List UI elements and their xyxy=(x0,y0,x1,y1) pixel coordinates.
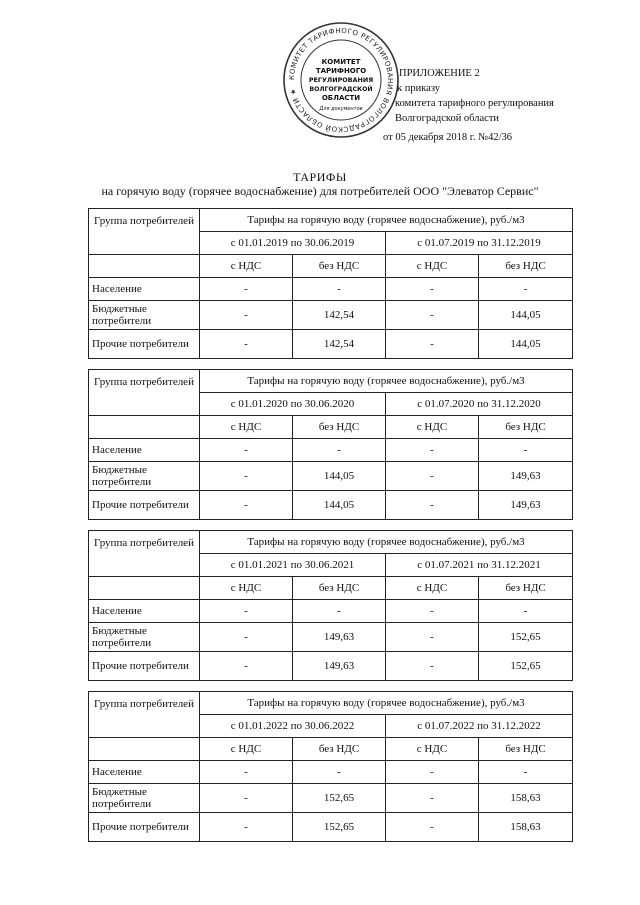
cell: 158,63 xyxy=(479,784,573,813)
table-row xyxy=(89,600,573,623)
col-novat: без НДС xyxy=(293,416,386,439)
row-name: Население xyxy=(89,278,200,301)
tariff-table-2022 xyxy=(88,691,573,842)
cell: 144,05 xyxy=(293,491,386,520)
table-row xyxy=(89,301,573,330)
cell: - xyxy=(200,491,293,520)
cell: 149,63 xyxy=(293,623,386,652)
tariff-table-2020 xyxy=(88,369,573,520)
cell: - xyxy=(293,278,386,301)
period-2: с 01.07.2019 по 31.12.2019 xyxy=(386,232,573,255)
period-1: с 01.01.2021 по 30.06.2021 xyxy=(200,554,386,577)
row-name: Бюджетные потребители xyxy=(89,301,200,330)
cell: - xyxy=(479,600,573,623)
cell: - xyxy=(200,652,293,681)
appendix-line-2: комитета тарифного регулирования xyxy=(395,98,554,109)
cell: - xyxy=(386,652,479,681)
row-name: Население xyxy=(89,439,200,462)
cell: 149,63 xyxy=(479,462,573,491)
cell: 144,05 xyxy=(479,301,573,330)
period-1: с 01.01.2020 по 30.06.2020 xyxy=(200,393,386,416)
cell: 152,65 xyxy=(479,652,573,681)
col-vat: с НДС xyxy=(200,255,293,278)
col-novat: без НДС xyxy=(293,255,386,278)
cell: - xyxy=(200,330,293,359)
svg-text:ОБЛАСТИ: ОБЛАСТИ xyxy=(321,94,361,102)
col-novat: без НДС xyxy=(293,738,386,761)
appendix-line-1: к приказу xyxy=(397,83,440,94)
cell: - xyxy=(386,491,479,520)
svg-text:КОМИТЕТ: КОМИТЕТ xyxy=(321,58,361,66)
svg-text:ВОЛГОГРАДСКОЙ: ВОЛГОГРАДСКОЙ xyxy=(309,86,373,93)
cell: - xyxy=(386,623,479,652)
cell: - xyxy=(200,813,293,842)
row-name: Прочие потребители xyxy=(89,491,200,520)
appendix-line-4: от 05 декабря 2018 г. №42/36 xyxy=(383,132,513,143)
cell: - xyxy=(200,761,293,784)
col-vat: с НДС xyxy=(200,738,293,761)
document-subtitle: на горячую воду (горячее водоснабжение) для потребителей ООО "Элеватор Сервис" xyxy=(101,184,539,198)
row-name: Бюджетные потребители xyxy=(89,784,200,813)
tariff-table-2019 xyxy=(88,208,573,359)
group-header: Группа потребителей xyxy=(89,531,200,577)
cell: - xyxy=(293,439,386,462)
group-header: Группа потребителей xyxy=(89,209,200,255)
cell: - xyxy=(386,330,479,359)
cell: - xyxy=(200,623,293,652)
table-row xyxy=(89,491,573,520)
table-row xyxy=(89,330,573,359)
group-header: Группа потребителей xyxy=(89,692,200,738)
table-row xyxy=(89,813,573,842)
cell: 158,63 xyxy=(479,813,573,842)
col-vat: с НДС xyxy=(386,577,479,600)
cell: - xyxy=(386,439,479,462)
period-2: с 01.07.2022 по 31.12.2022 xyxy=(386,715,573,738)
document-title: ТАРИФЫ xyxy=(293,170,347,184)
cell: - xyxy=(386,813,479,842)
col-novat: без НДС xyxy=(479,255,573,278)
cell: 152,65 xyxy=(479,623,573,652)
cell: - xyxy=(386,600,479,623)
cell: - xyxy=(386,462,479,491)
tariff-header: Тарифы на горячую воду (горячее водоснабжение), руб./м3 xyxy=(200,692,573,715)
cell: - xyxy=(200,278,293,301)
table-row xyxy=(89,784,573,813)
cell: 144,05 xyxy=(479,330,573,359)
tariff-header: Тарифы на горячую воду (горячее водоснабжение), руб./м3 xyxy=(200,370,573,393)
blank-cell xyxy=(89,738,200,761)
tariff-header: Тарифы на горячую воду (горячее водоснабжение), руб./м3 xyxy=(200,531,573,554)
cell: - xyxy=(293,761,386,784)
table-row xyxy=(89,278,573,301)
cell: - xyxy=(386,278,479,301)
blank-cell xyxy=(89,577,200,600)
cell: - xyxy=(479,439,573,462)
blank-cell xyxy=(89,255,200,278)
table-row xyxy=(89,652,573,681)
cell: - xyxy=(200,600,293,623)
table-row xyxy=(89,439,573,462)
row-name: Бюджетные потребители xyxy=(89,462,200,491)
cell: - xyxy=(386,761,479,784)
svg-text:Для документов: Для документов xyxy=(319,106,363,112)
blank-cell xyxy=(89,416,200,439)
svg-text:КОМИТЕТ ТАРИФНОГО РЕГУЛИРОВАНИ: КОМИТЕТ ТАРИФНОГО РЕГУЛИРОВАНИЯ ВОЛГОГРАДСКОЙ ОБЛАСТИ ★ xyxy=(287,26,395,134)
appendix-line-3: Волгоградской области xyxy=(395,113,500,124)
tariff-header: Тарифы на горячую воду (горячее водоснабжение), руб./м3 xyxy=(200,209,573,232)
cell: 142,54 xyxy=(293,301,386,330)
row-name: Прочие потребители xyxy=(89,652,200,681)
period-2: с 01.07.2020 по 31.12.2020 xyxy=(386,393,573,416)
table-row xyxy=(89,462,573,491)
row-name: Бюджетные потребители xyxy=(89,623,200,652)
period-1: с 01.01.2019 по 30.06.2019 xyxy=(200,232,386,255)
col-novat: без НДС xyxy=(479,738,573,761)
cell: 152,65 xyxy=(293,784,386,813)
period-1: с 01.01.2022 по 30.06.2022 xyxy=(200,715,386,738)
row-name: Прочие потребители xyxy=(89,813,200,842)
appendix-block xyxy=(381,66,554,145)
cell: 149,63 xyxy=(293,652,386,681)
cell: - xyxy=(200,462,293,491)
tariff-table-2021 xyxy=(88,530,573,681)
cell: - xyxy=(479,278,573,301)
col-vat: с НДС xyxy=(200,577,293,600)
svg-text:РЕГУЛИРОВАНИЯ: РЕГУЛИРОВАНИЯ xyxy=(308,76,374,84)
group-header: Группа потребителей xyxy=(89,370,200,416)
col-vat: с НДС xyxy=(386,416,479,439)
cell: - xyxy=(386,301,479,330)
col-vat: с НДС xyxy=(386,255,479,278)
table-row xyxy=(89,623,573,652)
row-name: Прочие потребители xyxy=(89,330,200,359)
appendix-title: ПРИЛОЖЕНИЕ 2 xyxy=(399,68,480,79)
row-name: Население xyxy=(89,761,200,784)
col-novat: без НДС xyxy=(293,577,386,600)
col-novat: без НДС xyxy=(479,416,573,439)
cell: - xyxy=(293,600,386,623)
cell: 142,54 xyxy=(293,330,386,359)
svg-text:ТАРИФНОГО: ТАРИФНОГО xyxy=(315,67,367,75)
col-novat: без НДС xyxy=(479,577,573,600)
row-name: Население xyxy=(89,600,200,623)
cell: - xyxy=(386,784,479,813)
cell: 144,05 xyxy=(293,462,386,491)
cell: 152,65 xyxy=(293,813,386,842)
cell: 149,63 xyxy=(479,491,573,520)
col-vat: с НДС xyxy=(386,738,479,761)
cell: - xyxy=(200,784,293,813)
cell: - xyxy=(479,761,573,784)
table-row xyxy=(89,761,573,784)
cell: - xyxy=(200,439,293,462)
col-vat: с НДС xyxy=(200,416,293,439)
cell: - xyxy=(200,301,293,330)
period-2: с 01.07.2021 по 31.12.2021 xyxy=(386,554,573,577)
